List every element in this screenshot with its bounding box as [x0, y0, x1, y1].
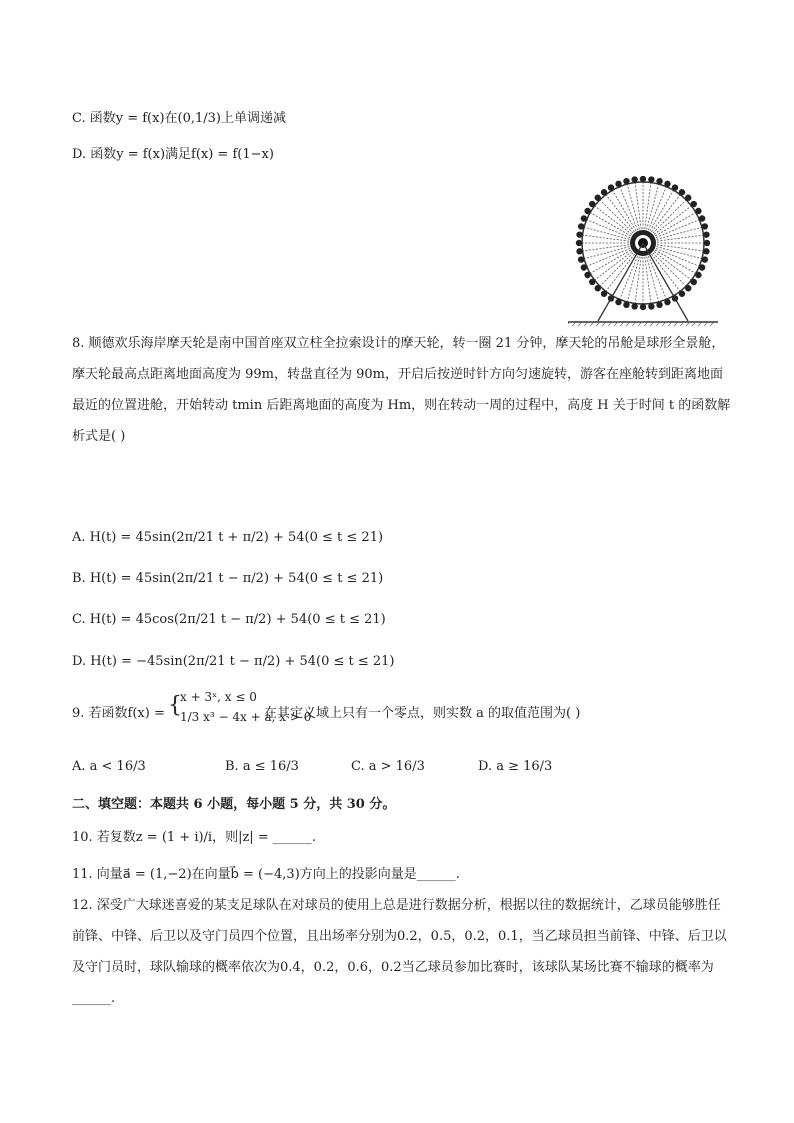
cabin [581, 215, 587, 221]
question-8-option-c: C. H(t) = 45cos(2π/21 t − π/2) + 54(0 ≤ t ≤ 21) [72, 612, 386, 627]
question-10: 10. 若复数z = (1 + i)/i，则|z| = ______. [72, 830, 316, 845]
cabin [691, 201, 697, 207]
cabin [679, 291, 685, 297]
question-9-option-a: A. a < 16/3 [72, 759, 146, 774]
cabin [685, 285, 691, 291]
cabin [648, 176, 654, 182]
cabin [615, 299, 621, 305]
option-7c: C. 函数y = f(x)在(0,1/3)上单调递减 [72, 111, 287, 126]
cabin [615, 181, 621, 187]
cabin [664, 181, 670, 187]
cabin [589, 201, 595, 207]
piecewise-brace: { [168, 693, 182, 718]
cabin [581, 264, 587, 270]
cabin [695, 208, 701, 214]
cabin [584, 208, 590, 214]
question-9-suffix: 在其定义域上只有一个零点，则实数 a 的取值范围为( ) [264, 706, 581, 721]
cabin [576, 248, 582, 254]
cabin [631, 176, 637, 182]
cabin [595, 285, 601, 291]
cabin [656, 302, 662, 308]
cabin [584, 272, 590, 278]
cabin [640, 176, 646, 182]
cabin [702, 256, 708, 262]
cabin [703, 248, 709, 254]
question-9-case-1: x + 3ˣ, x ≤ 0 [180, 690, 257, 704]
cabin [576, 231, 582, 237]
cabin [685, 195, 691, 201]
cabin [699, 264, 705, 270]
question-8-option-b: B. H(t) = 45sin(2π/21 t − π/2) + 54(0 ≤ t ≤ 21) [72, 571, 384, 586]
cabin [704, 240, 710, 246]
cabin [699, 215, 705, 221]
cabin [672, 184, 678, 190]
cabin [608, 184, 614, 190]
cabin [695, 272, 701, 278]
cabin [648, 303, 654, 309]
question-8-stem: 8. 顺德欢乐海岸摩天轮是南中国首座双立柱全拉索设计的摩天轮，转一圈 21 分钟，摩天轮的吊舱是球形全景舱，摩天轮最高点距离地面高度为 99m，转盘直径为 90m，开启后按逆时针方向匀速旋转，游客在座舱转到距离地面最近的位置进舱，开始转动 tmin 后距离地面的高度为 Hm，则在转动一周的过程中，高度 H 关于时间 t 的函数解析式是( ) [72, 336, 731, 444]
cabin [664, 299, 670, 305]
cabin [691, 279, 697, 285]
cabin [703, 231, 709, 237]
cabin [578, 256, 584, 262]
question-9-prefix: 9. 若函数f(x) = [72, 706, 165, 721]
cabin [640, 304, 646, 310]
question-11: 11. 向量a⃗ = (1,−2)在向量b⃗ = (−4,3)方向上的投影向量是______. [72, 867, 460, 882]
cabin [702, 223, 708, 229]
cabin [601, 189, 607, 195]
question-9-case-2: 1/3 x³ − 4x + a, x > 0 [180, 710, 312, 724]
question-8-option-d: D. H(t) = −45sin(2π/21 t − π/2) + 54(0 ≤ t ≤ 21) [72, 654, 395, 669]
cabin [595, 195, 601, 201]
question-8-option-a: A. H(t) = 45sin(2π/21 t + π/2) + 54(0 ≤ t ≤ 21) [72, 530, 384, 545]
cabin [631, 303, 637, 309]
question-9-option-b: B. a ≤ 16/3 [225, 759, 299, 774]
cabin [656, 178, 662, 184]
cabin [623, 302, 629, 308]
question-9-option-d: D. a ≥ 16/3 [478, 759, 553, 774]
option-7d: D. 函数y = f(x)满足f(x) = f(1−x) [72, 147, 274, 162]
section-2-heading: 二、填空题：本题共 6 小题，每小题 5 分，共 30 分。 [72, 797, 396, 812]
cabin [578, 223, 584, 229]
cabin [576, 240, 582, 246]
cabin [679, 189, 685, 195]
question-9-option-c: C. a > 16/3 [351, 759, 425, 774]
cabin [623, 178, 629, 184]
ferris-wheel-illustration [568, 176, 718, 326]
question-12: 12. 深受广大球迷喜爱的某支足球队在对球员的使用上总是进行数据分析，根据以往的数据统计，乙球员能够胜任前锋、中锋、后卫以及守门员四个位置，且出场率分别为0.2，0.5，0.2，0.1，当乙球员担当前锋、中锋、后卫以及守门员时，球队输球的概率依次为0.4，0.2，0.6，0.2当乙球员参加比赛时，该球队某场比赛不输球的概率为______. [72, 898, 727, 1006]
cabin [601, 291, 607, 297]
cabin [589, 279, 595, 285]
